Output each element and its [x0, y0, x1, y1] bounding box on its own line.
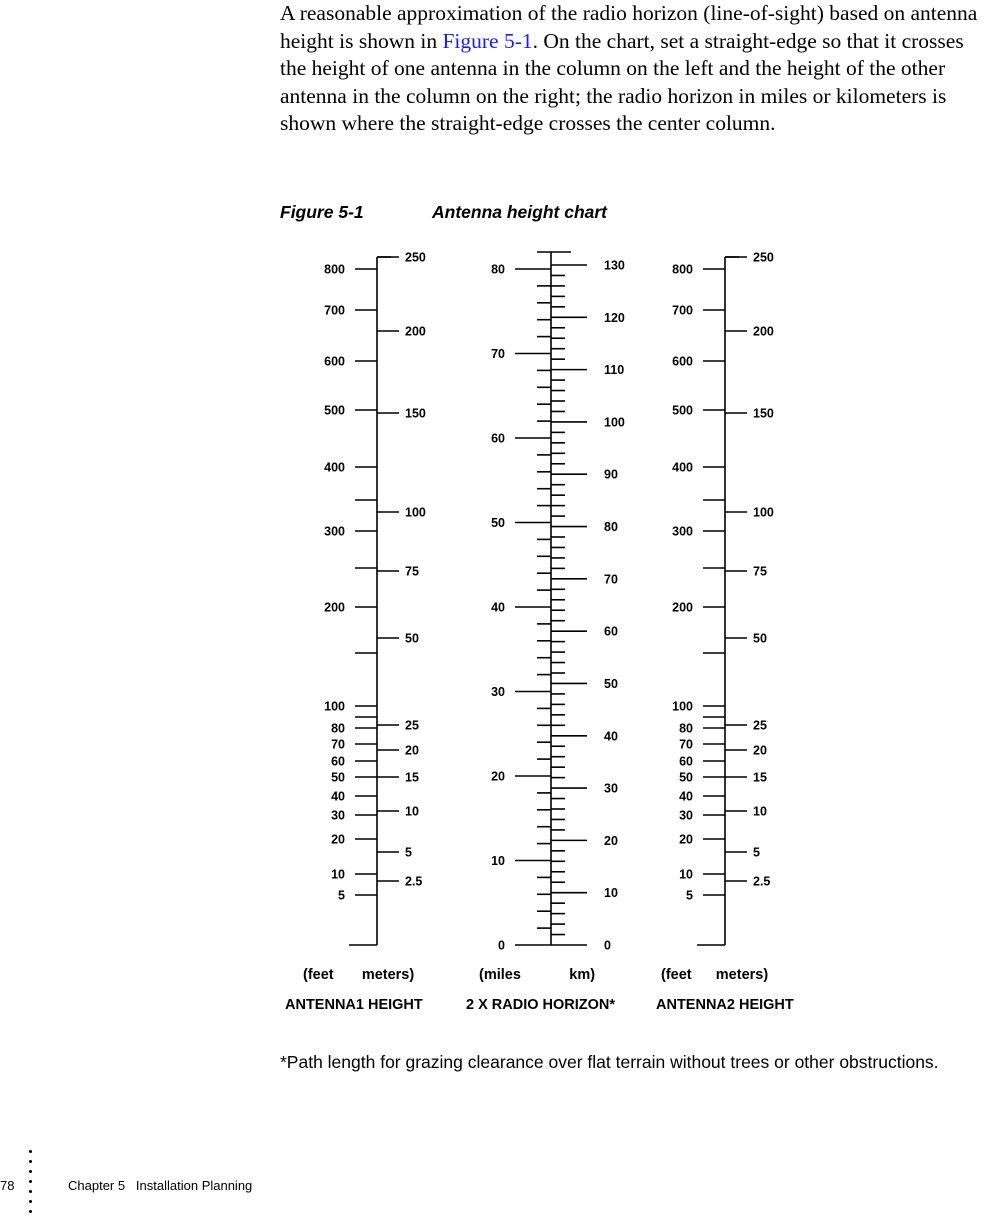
antenna1-feet-label: 300 [324, 524, 345, 539]
antenna2-meters-label: 150 [753, 406, 774, 421]
antenna2-meters-label: 25 [753, 718, 767, 733]
page-number: 78 [0, 1178, 15, 1193]
km-label: 20 [604, 833, 618, 848]
footnote: *Path length for grazing clearance over flat terrain without trees or other obstructions. [280, 1052, 939, 1072]
miles-label: 60 [491, 431, 505, 446]
antenna2-feet-label: 20 [679, 832, 693, 847]
km-label: 80 [604, 520, 618, 535]
miles-label: 10 [491, 854, 505, 868]
antenna1-meters-label: 15 [405, 770, 419, 785]
scale-name-3: ANTENNA2 HEIGHT [656, 997, 794, 1013]
km-label: 70 [604, 572, 618, 587]
antenna1-feet-label: 50 [331, 770, 345, 785]
km-label: 30 [604, 781, 618, 796]
antenna2-meters-label: 75 [753, 564, 767, 579]
antenna1-feet-label: 800 [324, 262, 345, 277]
antenna2-meters-label: 2.5 [753, 874, 771, 889]
km-label: 100 [604, 415, 625, 430]
km-label: 110 [604, 363, 625, 378]
antenna1-meters-label: 250 [405, 250, 426, 265]
antenna2-feet-label: 600 [672, 354, 693, 369]
scale-name-1: ANTENNA1 HEIGHT [285, 997, 423, 1013]
antenna1-feet-label: 30 [331, 808, 345, 823]
antenna1-meters-label: 100 [405, 505, 426, 520]
antenna2-feet-label: 10 [679, 867, 693, 882]
miles-label: 20 [491, 769, 505, 784]
antenna2-meters-label: 100 [753, 505, 774, 520]
antenna2-feet-label: 100 [672, 699, 693, 714]
antenna2-meters-label: 15 [753, 770, 767, 785]
antenna2-feet-label: 30 [679, 808, 693, 823]
figure-5-1-link[interactable]: Figure 5-1 [442, 28, 533, 53]
km-label: 90 [604, 467, 618, 482]
miles-label: 50 [491, 516, 505, 530]
miles-label: 40 [491, 600, 505, 615]
antenna2-feet-label: 800 [672, 262, 693, 277]
km-label: 0 [604, 938, 611, 953]
antenna2-meters-label: 200 [753, 324, 774, 339]
antenna1-meters-label: 200 [405, 324, 426, 339]
antenna2-feet-label: 200 [672, 600, 693, 615]
antenna1-feet-label: 10 [331, 867, 345, 882]
antenna1-feet-label: 500 [324, 403, 345, 418]
antenna1-feet-label: 700 [324, 303, 345, 318]
figure-title: Antenna height chart [432, 202, 608, 222]
miles-label: 70 [491, 347, 505, 361]
antenna2-meters-label: 20 [753, 743, 767, 758]
antenna2-feet-label: 400 [672, 460, 693, 475]
km-label: 40 [604, 729, 618, 744]
antenna1-feet-label: 100 [324, 699, 345, 714]
intro-text-a: A reasonable approximation of the radio horizon (line-of-sight) based on antenna height is shown in [280, 1, 978, 53]
antenna1-meters-label: 10 [405, 804, 419, 819]
antenna2-feet-label: 50 [679, 770, 693, 785]
antenna1-feet-label: 20 [331, 832, 345, 847]
antenna2-meters-label: 50 [753, 631, 767, 646]
km-label: 60 [604, 624, 618, 639]
scale-units-2: (miles km) [479, 967, 596, 983]
antenna2-feet-label: 500 [672, 403, 693, 418]
antenna2-feet-label: 80 [679, 721, 693, 736]
antenna1-meters-label: 25 [405, 718, 419, 733]
running-head: Chapter 5 Installation Planning [68, 1178, 253, 1193]
antenna1-meters-label: 150 [405, 406, 426, 421]
antenna2-feet-label: 70 [679, 737, 693, 752]
antenna1-feet-label: 70 [331, 737, 345, 752]
antenna1-feet-label: 40 [331, 789, 345, 804]
scale-units-3: (feet meters) [661, 967, 769, 983]
km-label: 50 [604, 676, 618, 691]
margin-dots [29, 1150, 33, 1220]
km-label: 130 [604, 258, 625, 273]
antenna1-feet-label: 60 [331, 754, 345, 769]
antenna2-meters-label: 5 [753, 845, 760, 860]
km-label: 120 [604, 310, 625, 325]
antenna1-feet-label: 200 [324, 600, 345, 615]
antenna1-feet-label: 400 [324, 460, 345, 475]
miles-label: 0 [498, 938, 505, 953]
antenna2-meters-label: 250 [753, 250, 774, 265]
antenna1-meters-label: 75 [405, 564, 419, 579]
antenna2-feet-label: 5 [686, 888, 693, 903]
antenna1-feet-label: 5 [338, 888, 345, 903]
miles-label: 80 [491, 262, 505, 277]
antenna2-meters-label: 10 [753, 804, 767, 819]
antenna1-feet-label: 80 [331, 721, 345, 736]
scale-units-1: (feet meters) [303, 967, 415, 983]
antenna2-feet-label: 40 [679, 789, 693, 804]
figure-number: Figure 5-1 [280, 202, 364, 222]
antenna1-meters-label: 20 [405, 743, 419, 758]
antenna1-feet-label: 600 [324, 354, 345, 369]
scale-name-2: 2 X RADIO HORIZON* [466, 997, 616, 1013]
antenna1-meters-label: 5 [405, 845, 412, 860]
antenna2-feet-label: 60 [679, 754, 693, 769]
miles-label: 30 [491, 685, 505, 699]
antenna1-meters-label: 50 [405, 631, 419, 646]
antenna1-meters-label: 2.5 [405, 874, 423, 889]
antenna2-feet-label: 700 [672, 303, 693, 318]
intro-text-b: . On the chart, set a straight-edge so that it crosses the height of one antenna in the column on the left and the height of the other antenna in the column on the right; the radio horizon in miles or kilometers is shown where the straight-edge crosses the center column. [280, 28, 964, 135]
antenna2-feet-label: 300 [672, 524, 693, 539]
km-label: 10 [604, 886, 618, 901]
